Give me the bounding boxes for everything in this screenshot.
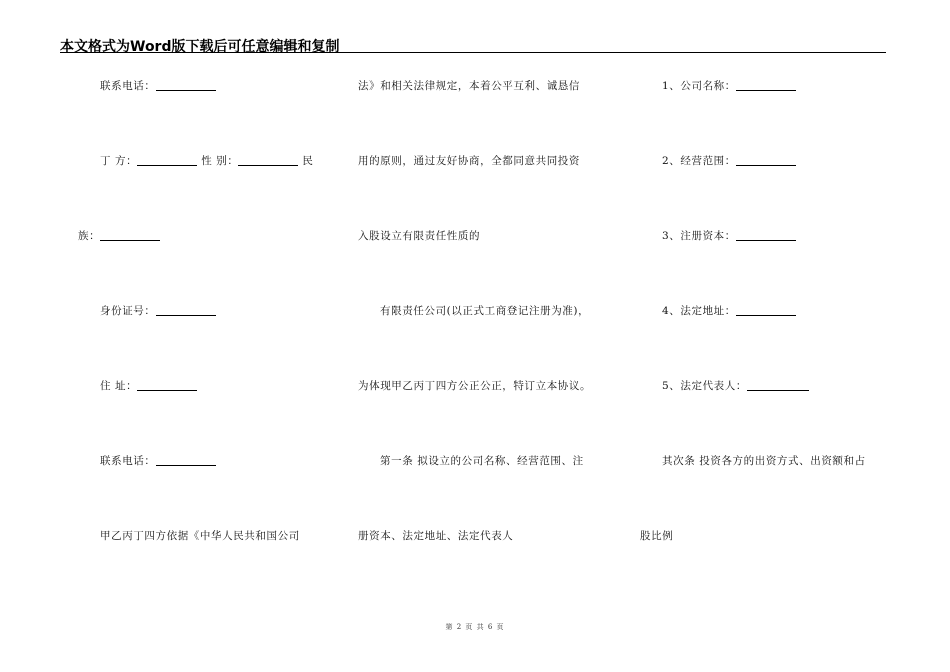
business-scope-blank bbox=[736, 154, 796, 166]
legal-representative-label: 5、法定代表人： bbox=[662, 380, 747, 392]
body-text-line-5: 为体现甲乙丙丁四方公正公正，特订立本协议。 bbox=[358, 380, 592, 392]
id-number-blank bbox=[156, 304, 216, 316]
gender-blank bbox=[238, 154, 298, 166]
business-scope-line bbox=[662, 154, 796, 168]
ethnicity-label-start: 民 bbox=[302, 155, 314, 167]
contact-phone-label: 联系电话： bbox=[100, 80, 156, 92]
ethnicity-label-end: 族： bbox=[78, 230, 101, 242]
address-blank bbox=[137, 379, 197, 391]
registered-capital-label: 3、注册资本： bbox=[662, 230, 736, 242]
party-d-line bbox=[100, 154, 314, 168]
page-number: 第 2 页 共 6 页 bbox=[445, 623, 505, 631]
article-2-heading: 其次条 投资各方的出资方式、出资额和占 bbox=[662, 455, 866, 467]
legal-address-line bbox=[662, 304, 796, 318]
contact-phone-blank bbox=[156, 79, 216, 91]
agreement-basis-text: 甲乙丙丁四方依据《中华人民共和国公司 bbox=[100, 530, 300, 542]
address-label: 住 址： bbox=[100, 380, 138, 392]
id-number-line bbox=[100, 304, 216, 318]
article-1-heading-cont: 册资本、法定地址、法定代表人 bbox=[358, 530, 514, 542]
body-text-line-4: 有限责任公司(以正式工商登记注册为准)， bbox=[380, 305, 590, 317]
address-line bbox=[100, 379, 197, 393]
gender-label: 性 别： bbox=[201, 155, 239, 167]
article-2-heading-cont: 股比例 bbox=[640, 530, 674, 542]
body-text-line-2: 用的原则，通过友好协商，全都同意共同投资 bbox=[358, 155, 580, 167]
legal-representative-line bbox=[662, 379, 809, 393]
contact-phone-label-2: 联系电话： bbox=[100, 455, 156, 467]
id-number-label: 身份证号： bbox=[100, 305, 156, 317]
body-text-line-3: 入股设立有限责任性质的 bbox=[358, 230, 481, 242]
company-name-blank bbox=[736, 79, 796, 91]
ethnicity-line bbox=[78, 229, 160, 243]
contact-phone-line bbox=[100, 79, 216, 93]
header-divider bbox=[60, 52, 886, 53]
ethnicity-blank bbox=[100, 229, 160, 241]
legal-address-label: 4、法定地址： bbox=[662, 305, 736, 317]
article-1-heading: 第一条 拟设立的公司名称、经营范围、注 bbox=[380, 455, 584, 467]
party-d-label: 丁 方： bbox=[100, 155, 138, 167]
company-name-label: 1、公司名称： bbox=[662, 80, 736, 92]
business-scope-label: 2、经营范围： bbox=[662, 155, 736, 167]
document-header-title: 本文格式为Word版下载后可任意编辑和复制 bbox=[60, 39, 340, 55]
legal-address-blank bbox=[736, 304, 796, 316]
body-text-line-1: 法》和相关法律规定，本着公平互利、诚恳信 bbox=[358, 80, 580, 92]
party-d-blank bbox=[137, 154, 197, 166]
contact-phone-line-2 bbox=[100, 454, 216, 468]
registered-capital-line bbox=[662, 229, 796, 243]
legal-representative-blank bbox=[747, 379, 809, 391]
company-name-line bbox=[662, 79, 796, 93]
contact-phone-blank-2 bbox=[156, 454, 216, 466]
registered-capital-blank bbox=[736, 229, 796, 241]
